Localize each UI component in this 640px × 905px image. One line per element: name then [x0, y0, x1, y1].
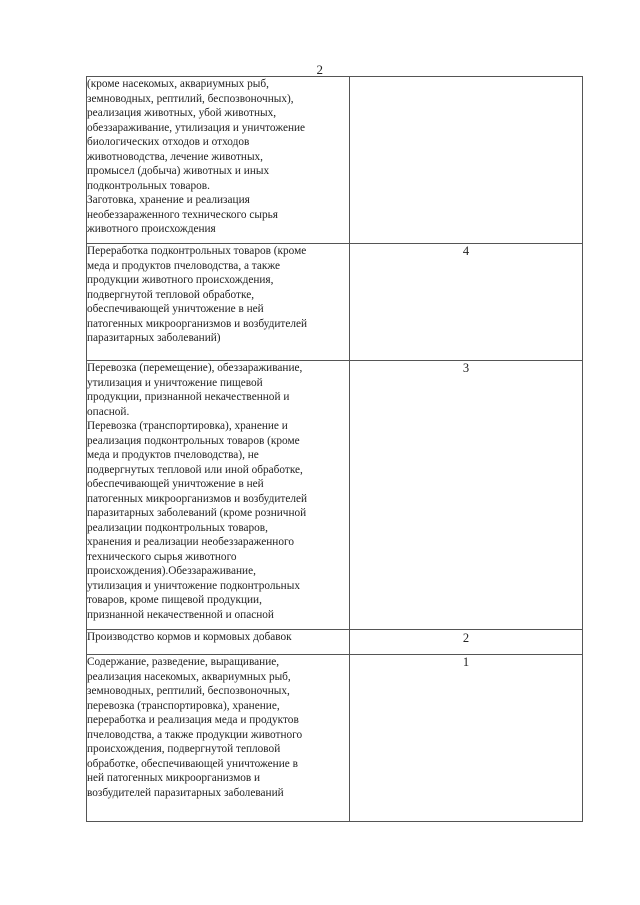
activity-category-table — [86, 76, 583, 822]
text-line: Перевозка (перемещение), обеззараживание, — [87, 362, 303, 374]
text-line: подвергнутых тепловой или иной обработке, — [87, 463, 303, 476]
text-line: обеспечивающей уничтожение в ней — [87, 478, 264, 490]
text-line: продукции, признанной некачественной и — [87, 391, 290, 403]
text-line: животного происхождения — [87, 223, 216, 235]
text-line: обеззараживание, утилизация и уничтожение — [87, 121, 306, 134]
text-line: Заготовка, хранение и реализация — [87, 194, 250, 206]
text-line: хранения и реализации необеззараженного — [87, 536, 294, 548]
text-line: земноводных, рептилий, беспозвоночных, — [87, 685, 290, 697]
activity-description — [87, 630, 350, 655]
text-line: паразитарных заболеваний (кроме розничной — [87, 507, 307, 519]
activity-description — [87, 361, 350, 630]
text-line: реализация подконтрольных товаров (кроме — [87, 434, 300, 447]
risk-category: 1 — [350, 655, 583, 822]
text-line: земноводных, рептилий, беспозвоночных), — [87, 92, 294, 105]
table-row — [87, 655, 583, 822]
text-line: опасной. — [87, 405, 130, 418]
risk-category — [350, 77, 583, 244]
table-row — [87, 244, 583, 361]
text-line: реализация насекомых, аквариумных рыб, — [87, 670, 291, 683]
text-line: патогенных микроорганизмов и возбудителей — [87, 317, 308, 330]
text-line: реализации подконтрольных товаров, — [87, 521, 268, 534]
text-line: возбудителей паразитарных заболеваний — [87, 786, 284, 799]
text-line: (кроме насекомых, аквариумных рыб, — [87, 78, 269, 90]
text-line: меда и продуктов пчеловодства, а также — [87, 259, 281, 272]
text-line: ней патогенных микроорганизмов и — [87, 772, 261, 784]
text-line: Переработка подконтрольных товаров (кроме — [87, 245, 307, 257]
activity-description — [87, 77, 350, 244]
text-line: переработка и реализация меда и продуктов — [87, 714, 299, 726]
text-line: Перевозка (транспортировка), хранение и — [87, 420, 288, 432]
text-line: паразитарных заболеваний) — [87, 332, 221, 344]
table-row — [87, 77, 583, 244]
text-line: обработке, обеспечивающей уничтожение в — [87, 757, 298, 770]
text-line: происхождения, подвергнутой тепловой — [87, 743, 281, 755]
text-line: патогенных микроорганизмов и возбудителей — [87, 492, 308, 505]
text-line: признанной некачественной и опасной — [87, 608, 274, 621]
activity-description — [87, 244, 350, 361]
text-line: утилизация и уничтожение пищевой — [87, 376, 263, 389]
text-line: подвергнутой тепловой обработке, — [87, 288, 255, 301]
risk-category: 3 — [350, 361, 583, 630]
activity-description — [87, 655, 350, 822]
text-line: товаров, кроме пищевой продукции, — [87, 594, 262, 606]
text-line: животноводства, лечение животных, — [87, 150, 264, 163]
text-line: Производство кормов и кормовых добавок — [87, 631, 292, 643]
text-line: промысел (добыча) животных и иных — [87, 165, 270, 177]
text-line: происхождения).Обеззараживание, — [87, 565, 256, 577]
text-line: биологических отходов и отходов — [87, 136, 250, 148]
text-line: утилизация и уничтожение подконтрольных — [87, 579, 300, 592]
table-row — [87, 361, 583, 630]
text-line: Содержание, разведение, выращивание, — [87, 656, 280, 668]
risk-category: 2 — [350, 630, 583, 655]
table-row — [87, 630, 583, 655]
text-line: обеспечивающей уничтожение в ней — [87, 303, 264, 315]
text-line: перевозка (транспортировка), хранение, — [87, 699, 280, 712]
text-line: необеззараженного технического сырья — [87, 208, 278, 221]
text-line: технического сырья животного — [87, 550, 237, 563]
text-line: продукции животного происхождения, — [87, 274, 274, 286]
text-line: пчеловодства, а также продукции животного — [87, 728, 303, 741]
risk-category: 4 — [350, 244, 583, 361]
text-line: подконтрольных товаров. — [87, 179, 210, 192]
text-line: меда и продуктов пчеловодства), не — [87, 449, 259, 461]
page-number: 2 — [316, 62, 324, 77]
text-line: реализация животных, убой животных, — [87, 107, 277, 119]
